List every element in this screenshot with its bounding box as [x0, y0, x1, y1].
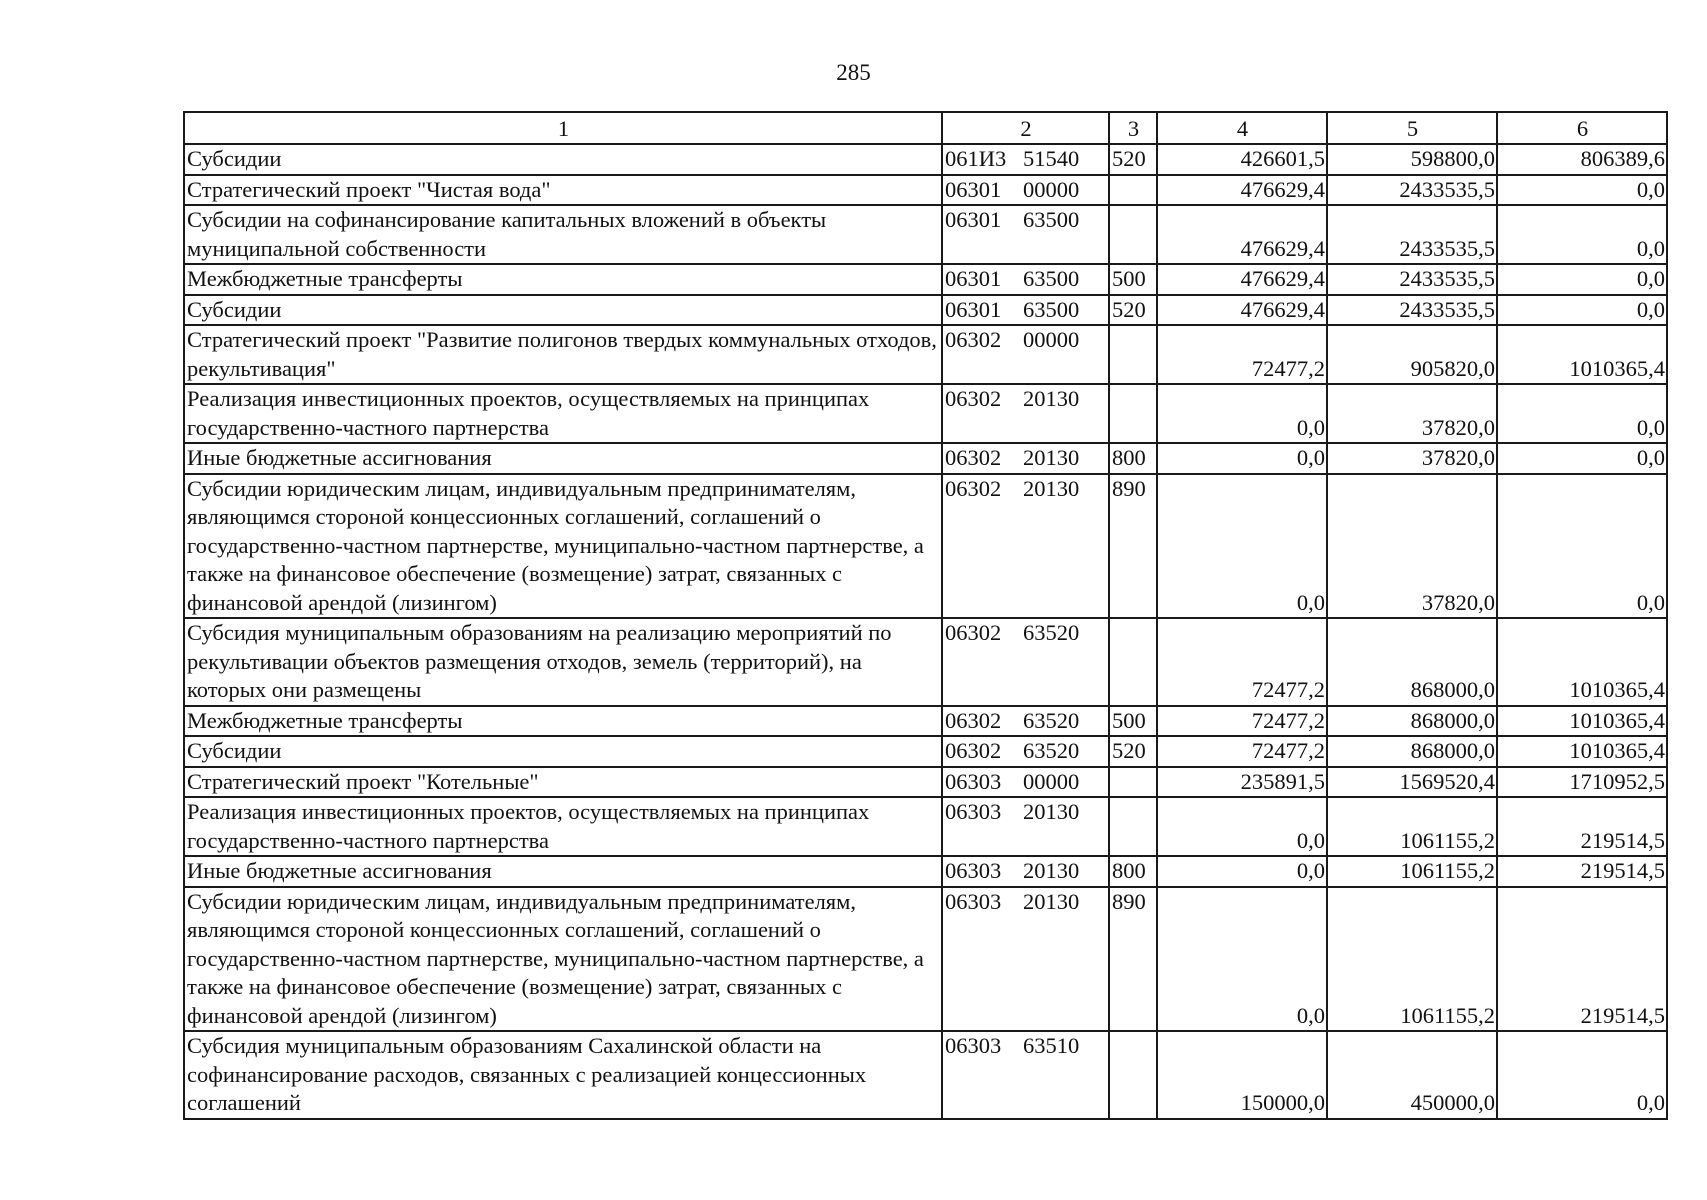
row-expense-type-cell: 500 [1109, 264, 1157, 295]
row-expense-type-cell: 800 [1109, 443, 1157, 474]
program-code: 06302 [945, 475, 1002, 501]
row-value-col4: 235891,5 [1157, 767, 1327, 798]
row-value-col5: 1061155,2 [1327, 797, 1497, 856]
row-value-col6: 0,0 [1497, 443, 1667, 474]
program-code: 061И3 [945, 146, 1007, 171]
row-name-cell: Стратегический проект "Котельные" [184, 767, 942, 798]
program-code: 06302 [945, 620, 1002, 645]
budget-table [183, 111, 1668, 1120]
row-code-cell [942, 384, 1109, 443]
row-value-col4: 72477,2 [1157, 706, 1327, 737]
row-expense-type-cell: 520 [1109, 736, 1157, 767]
row-expense-type-cell: 890 [1109, 887, 1157, 1032]
program-code: 06301 [945, 207, 1002, 232]
row-value-col5: 2433535,5 [1327, 205, 1497, 264]
row-code-cell [942, 736, 1109, 767]
table-row [184, 175, 1667, 206]
row-value-col5: 868000,0 [1327, 706, 1497, 737]
row-value-col4: 72477,2 [1157, 736, 1327, 767]
row-value-col6: 0,0 [1497, 205, 1667, 264]
header-col-5: 5 [1327, 112, 1497, 144]
direction-code: 20130 [1023, 475, 1080, 501]
row-value-col6: 0,0 [1497, 295, 1667, 326]
row-code-cell [942, 1031, 1109, 1119]
direction-code: 51540 [1023, 146, 1080, 171]
table-row [184, 474, 1667, 619]
row-value-col4: 0,0 [1157, 887, 1327, 1032]
row-value-col6: 1710952,5 [1497, 767, 1667, 798]
row-expense-type-cell: 500 [1109, 706, 1157, 737]
row-value-col4: 476629,4 [1157, 205, 1327, 264]
row-name-cell: Субсидии [184, 295, 942, 326]
direction-code: 63520 [1023, 620, 1080, 645]
row-code-cell [942, 474, 1109, 619]
row-name-cell: Реализация инвестиционных проектов, осуществляемых на принципах государственно-частного партнерства [184, 384, 942, 443]
row-name-cell: Субсидия муниципальным образованиям на реализацию мероприятий по рекультивации объектов размещения отходов, земель (территорий), на которых они размещены [184, 618, 942, 706]
row-code-cell [942, 887, 1109, 1032]
direction-code: 20130 [1023, 888, 1080, 914]
header-col-4: 4 [1157, 112, 1327, 144]
program-code: 06302 [945, 327, 1002, 352]
program-code: 06303 [945, 768, 1002, 794]
row-value-col5: 1061155,2 [1327, 856, 1497, 887]
row-code-cell [942, 144, 1109, 175]
header-row [184, 112, 1667, 144]
direction-code: 63510 [1023, 1033, 1080, 1058]
row-value-col6: 0,0 [1497, 384, 1667, 443]
row-name-cell: Субсидии [184, 736, 942, 767]
row-name-cell: Иные бюджетные ассигнования [184, 443, 942, 474]
row-value-col6: 219514,5 [1497, 887, 1667, 1032]
row-code-cell [942, 767, 1109, 798]
row-value-col6: 219514,5 [1497, 856, 1667, 887]
row-name-cell: Стратегический проект "Развитие полигонов твердых коммунальных отходов, рекультивация" [184, 325, 942, 384]
row-name-cell: Субсидии на софинансирование капитальных вложений в объекты муниципальной собственности [184, 205, 942, 264]
row-value-col5: 37820,0 [1327, 384, 1497, 443]
row-expense-type-cell [1109, 175, 1157, 206]
table-row [184, 767, 1667, 798]
direction-code: 20130 [1023, 386, 1080, 411]
row-value-col4: 476629,4 [1157, 264, 1327, 295]
table-row [184, 264, 1667, 295]
row-value-col6: 0,0 [1497, 264, 1667, 295]
row-value-col6: 1010365,4 [1497, 618, 1667, 706]
row-value-col6: 1010365,4 [1497, 706, 1667, 737]
row-value-col5: 37820,0 [1327, 443, 1497, 474]
direction-code: 20130 [1023, 799, 1080, 824]
row-code-cell [942, 797, 1109, 856]
row-value-col4: 476629,4 [1157, 175, 1327, 206]
row-value-col5: 37820,0 [1327, 474, 1497, 619]
program-code: 06303 [945, 888, 1002, 914]
row-code-cell [942, 295, 1109, 326]
program-code: 06301 [945, 296, 1002, 322]
row-value-col5: 1569520,4 [1327, 767, 1497, 798]
direction-code: 63500 [1023, 296, 1080, 322]
table-row [184, 144, 1667, 175]
row-expense-type-cell: 890 [1109, 474, 1157, 619]
direction-code: 20130 [1023, 445, 1080, 470]
row-value-col6: 1010365,4 [1497, 736, 1667, 767]
table-row [184, 706, 1667, 737]
header-col-2: 2 [942, 112, 1109, 144]
row-expense-type-cell [1109, 618, 1157, 706]
direction-code: 20130 [1023, 858, 1080, 883]
row-name-cell: Межбюджетные трансферты [184, 706, 942, 737]
row-value-col5: 598800,0 [1327, 144, 1497, 175]
row-value-col6: 0,0 [1497, 175, 1667, 206]
header-col-6: 6 [1497, 112, 1667, 144]
row-value-col6: 0,0 [1497, 1031, 1667, 1119]
row-code-cell [942, 325, 1109, 384]
table-row [184, 384, 1667, 443]
row-name-cell: Реализация инвестиционных проектов, осуществляемых на принципах государственно-частного партнерства [184, 797, 942, 856]
row-name-cell: Субсидии юридическим лицам, индивидуальным предпринимателям, являющимся стороной концессионных соглашений, соглашений о государственно-частном партнерстве, муниципально-частном партнерстве, а также на финансовое обеспечение (возмещение) затрат, связанных с финансовой арендой (лизингом) [184, 474, 942, 619]
program-code: 06302 [945, 445, 1002, 470]
row-name-cell: Субсидии [184, 144, 942, 175]
row-value-col4: 0,0 [1157, 797, 1327, 856]
direction-code: 00000 [1023, 768, 1080, 794]
row-value-col4: 476629,4 [1157, 295, 1327, 326]
row-expense-type-cell [1109, 325, 1157, 384]
table-row [184, 736, 1667, 767]
row-name-cell: Иные бюджетные ассигнования [184, 856, 942, 887]
row-code-cell [942, 706, 1109, 737]
program-code: 06302 [945, 707, 1002, 733]
direction-code: 63500 [1023, 207, 1080, 232]
row-expense-type-cell: 520 [1109, 144, 1157, 175]
row-value-col6: 0,0 [1497, 474, 1667, 619]
row-value-col5: 868000,0 [1327, 618, 1497, 706]
row-expense-type-cell [1109, 767, 1157, 798]
row-code-cell [942, 618, 1109, 706]
row-code-cell [942, 175, 1109, 206]
table-row [184, 618, 1667, 706]
row-value-col6: 1010365,4 [1497, 325, 1667, 384]
row-value-col4: 0,0 [1157, 856, 1327, 887]
program-code: 06303 [945, 1033, 1002, 1058]
direction-code: 63500 [1023, 266, 1080, 291]
table-row [184, 887, 1667, 1032]
row-value-col4: 0,0 [1157, 474, 1327, 619]
row-value-col5: 1061155,2 [1327, 887, 1497, 1032]
row-expense-type-cell: 800 [1109, 856, 1157, 887]
row-expense-type-cell [1109, 1031, 1157, 1119]
table-row [184, 295, 1667, 326]
table-row [184, 205, 1667, 264]
row-value-col5: 450000,0 [1327, 1031, 1497, 1119]
row-value-col4: 0,0 [1157, 384, 1327, 443]
row-value-col5: 905820,0 [1327, 325, 1497, 384]
row-name-cell: Стратегический проект "Чистая вода" [184, 175, 942, 206]
row-expense-type-cell [1109, 384, 1157, 443]
row-expense-type-cell: 520 [1109, 295, 1157, 326]
row-code-cell [942, 264, 1109, 295]
row-name-cell: Субсидия муниципальным образованиям Сахалинской области на софинансирование расходов, связанных с реализацией концессионных соглашений [184, 1031, 942, 1119]
row-value-col4: 426601,5 [1157, 144, 1327, 175]
row-name-cell: Субсидии юридическим лицам, индивидуальным предпринимателям, являющимся стороной концессионных соглашений, соглашений о государственно-частном партнерстве, муниципально-частном партнерстве, а также на финансовое обеспечение (возмещение) затрат, связанных с финансовой арендой (лизингом) [184, 887, 942, 1032]
row-expense-type-cell [1109, 797, 1157, 856]
direction-code: 63520 [1023, 707, 1080, 733]
row-value-col4: 72477,2 [1157, 325, 1327, 384]
table-row [184, 856, 1667, 887]
program-code: 06303 [945, 799, 1002, 824]
table-body [184, 144, 1667, 1119]
header-col-1: 1 [184, 112, 942, 144]
table-row [184, 443, 1667, 474]
row-code-cell [942, 205, 1109, 264]
table-row [184, 797, 1667, 856]
row-name-cell: Межбюджетные трансферты [184, 264, 942, 295]
row-value-col5: 2433535,5 [1327, 264, 1497, 295]
row-value-col5: 868000,0 [1327, 736, 1497, 767]
row-code-cell [942, 443, 1109, 474]
table-row [184, 325, 1667, 384]
direction-code: 00000 [1023, 176, 1080, 202]
direction-code: 63520 [1023, 738, 1080, 763]
row-value-col4: 72477,2 [1157, 618, 1327, 706]
row-value-col4: 150000,0 [1157, 1031, 1327, 1119]
program-code: 06302 [945, 386, 1002, 411]
program-code: 06302 [945, 738, 1002, 763]
row-expense-type-cell [1109, 205, 1157, 264]
row-value-col5: 2433535,5 [1327, 175, 1497, 206]
row-code-cell [942, 856, 1109, 887]
row-value-col6: 806389,6 [1497, 144, 1667, 175]
row-value-col6: 219514,5 [1497, 797, 1667, 856]
page-number: 285 [836, 60, 871, 85]
row-value-col4: 0,0 [1157, 443, 1327, 474]
header-col-3: 3 [1109, 112, 1157, 144]
program-code: 06301 [945, 176, 1002, 202]
program-code: 06301 [945, 266, 1002, 291]
direction-code: 00000 [1023, 327, 1080, 352]
table-row [184, 1031, 1667, 1119]
program-code: 06303 [945, 858, 1002, 883]
row-value-col5: 2433535,5 [1327, 295, 1497, 326]
